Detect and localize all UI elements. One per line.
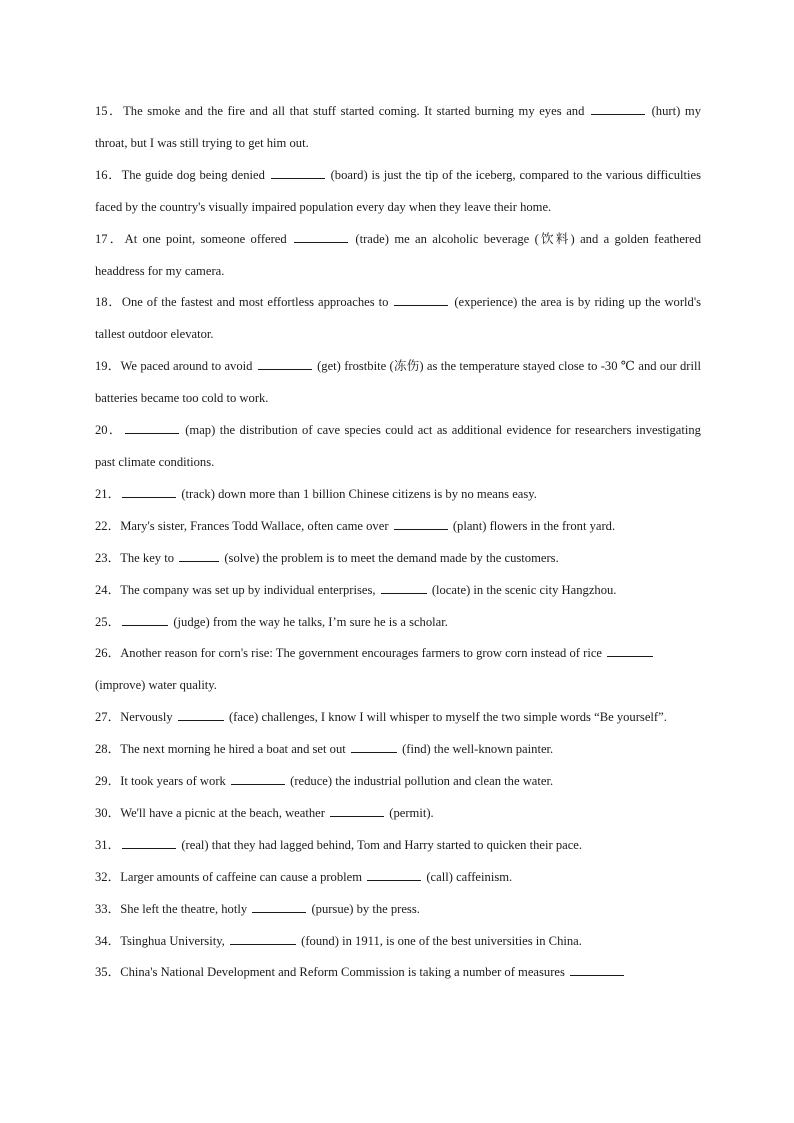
answer-blank[interactable] bbox=[351, 739, 397, 753]
question-number: 34． bbox=[95, 933, 121, 948]
word-hint: (solve) bbox=[224, 550, 260, 565]
question-number: 23． bbox=[95, 550, 121, 565]
question-number: 20． bbox=[95, 423, 123, 438]
answer-blank[interactable] bbox=[394, 292, 448, 306]
question-text-after: by the press. bbox=[356, 901, 420, 916]
question-item bbox=[95, 351, 701, 415]
question-number: 29． bbox=[95, 774, 121, 789]
question-item bbox=[95, 957, 701, 989]
question-text-before: The key to bbox=[120, 550, 175, 565]
answer-blank[interactable] bbox=[125, 420, 179, 434]
question-text-after: my throat, but I was still trying to get him out. bbox=[95, 104, 701, 150]
question-text-before: She left the theatre, hotly bbox=[120, 901, 248, 916]
question-list bbox=[95, 96, 701, 989]
question-number: 22． bbox=[95, 518, 121, 533]
word-hint: (trade) bbox=[355, 231, 389, 246]
word-hint: (find) bbox=[402, 742, 431, 757]
question-number: 31． bbox=[95, 837, 121, 852]
question-text-before: We'll have a picnic at the beach, weather bbox=[120, 805, 325, 820]
question-number: 28． bbox=[95, 742, 121, 757]
question-number: 15． bbox=[95, 104, 124, 118]
answer-blank[interactable] bbox=[230, 931, 296, 945]
question-text-after: the distribution of cave species could act as additional evidence for researchers investigating past climate conditions. bbox=[95, 423, 701, 469]
question-number: 16． bbox=[95, 167, 122, 182]
answer-blank[interactable] bbox=[294, 229, 348, 243]
question-item bbox=[95, 926, 701, 958]
word-hint: (real) bbox=[181, 837, 209, 852]
word-hint: (face) bbox=[228, 710, 259, 725]
question-text-before: One of the fastest and most effortless approaches to bbox=[121, 295, 389, 310]
question-text-before: Tsinghua University, bbox=[120, 933, 225, 948]
word-hint: (hurt) bbox=[651, 104, 681, 118]
question-number: 35． bbox=[95, 965, 121, 980]
question-text-after: water quality. bbox=[148, 678, 217, 693]
question-text-after: frostbite (冻伤) as the temperature stayed close to -30 ℃ and our drill batteries became too cold to work. bbox=[95, 359, 702, 406]
answer-blank[interactable] bbox=[381, 580, 427, 594]
question-item bbox=[95, 702, 701, 734]
question-text-before: We paced around to avoid bbox=[120, 359, 253, 374]
question-number: 26． bbox=[95, 646, 121, 661]
question-text-before: Mary's sister, Frances Todd Wallace, often came over bbox=[120, 518, 389, 533]
question-item bbox=[95, 862, 701, 894]
question-text-before: Another reason for corn's rise: The government encourages farmers to grow corn instead of rice bbox=[120, 646, 603, 661]
question-number: 21． bbox=[95, 486, 121, 501]
question-number: 17． bbox=[95, 231, 125, 246]
question-item bbox=[95, 607, 701, 639]
question-item bbox=[95, 160, 701, 224]
question-text-after: challenges, I know I will whisper to myself the two simple words “Be yourself”. bbox=[261, 710, 667, 725]
answer-blank[interactable] bbox=[258, 356, 312, 370]
word-hint: (improve) bbox=[95, 678, 146, 693]
question-item bbox=[95, 96, 701, 160]
question-item bbox=[95, 734, 701, 766]
answer-blank[interactable] bbox=[394, 516, 448, 530]
answer-blank[interactable] bbox=[570, 962, 624, 976]
question-text-after: me an alcoholic beverage (饮料) and a golden feathered headdress for my camera. bbox=[95, 231, 702, 278]
answer-blank[interactable] bbox=[178, 707, 224, 721]
question-item bbox=[95, 575, 701, 607]
question-text-after: the well-known painter. bbox=[433, 742, 554, 757]
question-text-after: flowers in the front yard. bbox=[489, 518, 616, 533]
question-item bbox=[95, 798, 701, 830]
word-hint: (track) bbox=[181, 486, 215, 501]
word-hint: (reduce) bbox=[290, 774, 333, 789]
word-hint: (found) bbox=[301, 933, 339, 948]
word-hint: (experience) bbox=[454, 295, 518, 310]
question-text-before: The next morning he hired a boat and set out bbox=[120, 742, 346, 757]
question-text-after: that they had lagged behind, Tom and Harry started to quicken their pace. bbox=[211, 837, 583, 852]
question-text-before: Nervously bbox=[120, 710, 173, 725]
question-number: 25． bbox=[95, 614, 121, 629]
word-hint: (call) bbox=[426, 869, 453, 884]
question-text-before: The guide dog being denied bbox=[121, 167, 265, 182]
answer-blank[interactable] bbox=[607, 643, 653, 657]
question-text-before: The company was set up by individual enterprises, bbox=[120, 582, 376, 597]
word-hint: (plant) bbox=[452, 518, 487, 533]
question-number: 32． bbox=[95, 869, 121, 884]
question-text-after: the industrial pollution and clean the water. bbox=[335, 774, 554, 789]
question-text-after: caffeinism. bbox=[456, 869, 513, 884]
question-text-after: the problem is to meet the demand made by the customers. bbox=[262, 550, 559, 565]
word-hint: (judge) bbox=[173, 614, 210, 629]
question-text-before: China's National Development and Reform Commission is taking a number of measures bbox=[120, 965, 565, 980]
word-hint: (get) bbox=[317, 359, 341, 374]
question-item bbox=[95, 287, 701, 351]
question-item bbox=[95, 479, 701, 511]
question-number: 19． bbox=[95, 359, 121, 374]
word-hint: (map) bbox=[185, 423, 216, 438]
question-number: 33． bbox=[95, 901, 121, 916]
question-text-after: from the way he talks, I’m sure he is a scholar. bbox=[212, 614, 448, 629]
question-text-after: is just the tip of the iceberg, compared to the various difficulties faced by the country's visually impaired population every day when they leave their home. bbox=[95, 167, 702, 214]
answer-blank[interactable] bbox=[122, 612, 168, 626]
question-number: 24． bbox=[95, 582, 121, 597]
word-hint: (board) bbox=[330, 167, 368, 182]
question-text-before: It took years of work bbox=[120, 774, 226, 789]
answer-blank[interactable] bbox=[591, 101, 645, 115]
question-text-before: Larger amounts of caffeine can cause a problem bbox=[120, 869, 363, 884]
question-item bbox=[95, 543, 701, 575]
word-hint: (permit). bbox=[389, 805, 434, 820]
question-number: 18． bbox=[95, 295, 122, 310]
question-text-after: the area is by riding up the world's tallest outdoor elevator. bbox=[95, 295, 702, 342]
answer-blank[interactable] bbox=[122, 835, 176, 849]
question-text-after: in 1911, is one of the best universities in China. bbox=[342, 933, 582, 948]
question-item bbox=[95, 638, 701, 702]
answer-blank[interactable] bbox=[252, 899, 306, 913]
question-text-after: down more than 1 billion Chinese citizens is by no means easy. bbox=[218, 486, 537, 501]
word-hint: (pursue) bbox=[311, 901, 354, 916]
answer-blank[interactable] bbox=[330, 803, 384, 817]
question-item bbox=[95, 894, 701, 926]
question-number: 30． bbox=[95, 805, 121, 820]
question-item bbox=[95, 511, 701, 543]
question-item bbox=[95, 830, 701, 862]
question-item bbox=[95, 224, 701, 288]
answer-blank[interactable] bbox=[231, 771, 285, 785]
question-number: 27． bbox=[95, 710, 121, 725]
question-text-after: in the scenic city Hangzhou. bbox=[473, 582, 617, 597]
question-item bbox=[95, 766, 701, 798]
answer-blank[interactable] bbox=[271, 165, 325, 179]
word-hint: (locate) bbox=[431, 582, 471, 597]
answer-blank[interactable] bbox=[179, 548, 219, 562]
answer-blank[interactable] bbox=[367, 867, 421, 881]
question-text-before: The smoke and the fire and all that stuff started coming. It started burning my eyes and bbox=[123, 104, 585, 118]
answer-blank[interactable] bbox=[122, 484, 176, 498]
question-item bbox=[95, 415, 701, 479]
question-text-before: At one point, someone offered bbox=[124, 231, 287, 246]
